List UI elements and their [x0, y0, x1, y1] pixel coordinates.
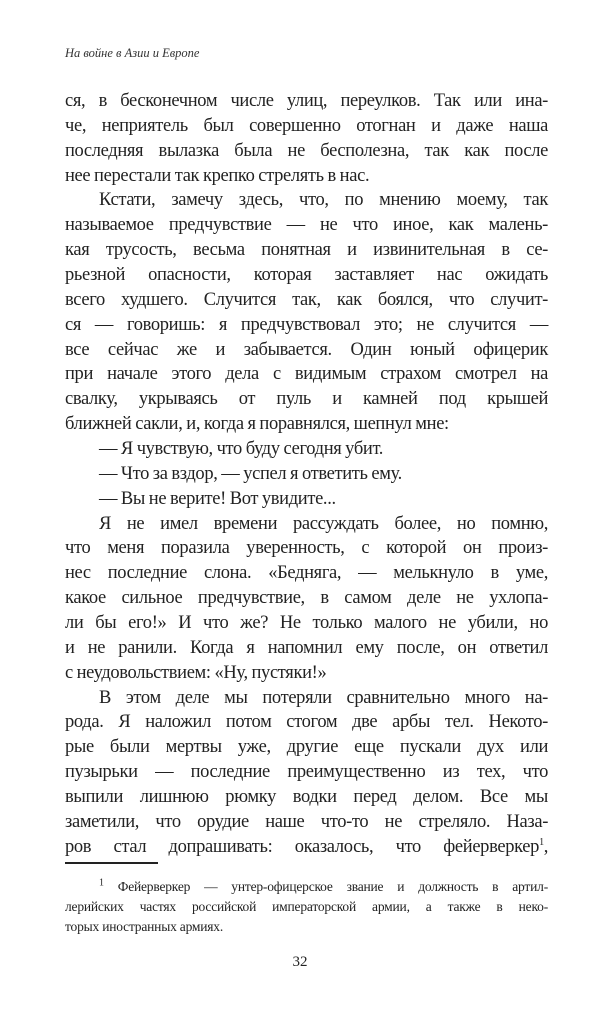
- line-text: нее перестали так крепко стрелять в нас.: [65, 165, 370, 186]
- line-text: всего худшего. Случится так, как боялся, что случит-: [65, 289, 548, 310]
- footnote-separator: [65, 862, 158, 864]
- text-line: [65, 188, 548, 213]
- footnote-line: лерийских частях российской императорской армии, а также в неко-: [65, 899, 548, 914]
- line-text: что меня поразила уверенность, с которой он произ-: [65, 538, 548, 559]
- text-line: [65, 412, 548, 437]
- text-line: [65, 313, 548, 338]
- footnote-marker: 1: [99, 877, 104, 889]
- footnote: [65, 877, 548, 937]
- text-line: [65, 437, 548, 462]
- footnote-line: торых иностранных армиях.: [65, 919, 224, 934]
- line-text: — Что за вздор, — успел я ответить ему.: [99, 463, 402, 484]
- text-line: [65, 288, 548, 313]
- line-text: какое сильное предчувствие, в самом деле не ухлопа-: [65, 588, 548, 609]
- line-text: свалку, укрываясь от пуль и камней под крышей: [65, 389, 548, 410]
- text-line: [65, 387, 548, 412]
- text-line: [65, 462, 548, 487]
- line-text: че, неприятель был совершенно отогнан и даже наша: [65, 115, 548, 136]
- text-line: [65, 238, 548, 263]
- line-text: выпили лишнюю рюмку водки перед делом. Все мы: [65, 787, 548, 808]
- line-text: кая трусость, весьма понятная и извинительная в се-: [65, 240, 548, 261]
- body-text: [65, 89, 548, 860]
- text-line: [65, 338, 548, 363]
- line-text: пузырьки — последние преимущественно из тех, что: [65, 762, 548, 783]
- text-line: [65, 835, 548, 860]
- line-text: ся — говоришь: я предчувствовал это; не случится —: [65, 314, 548, 335]
- line-text: рьезной опасности, которая заставляет нас ожидать: [65, 265, 548, 286]
- line-text: заметили, что орудие наше что-то не стреляло. Наза-: [65, 811, 548, 832]
- line-text: последняя вылазка была не бесполезна, так как после: [65, 140, 548, 161]
- text-line: [65, 263, 548, 288]
- text-line: [65, 686, 548, 711]
- text-line: [65, 785, 548, 810]
- text-line: [65, 487, 548, 512]
- text-line: [65, 661, 548, 686]
- line-text: при начале этого дела с видимым страхом смотрел на: [65, 364, 548, 385]
- line-text: ся, в бесконечном числе улиц, переулков. Так или ина-: [65, 91, 548, 111]
- line-tail: ,: [543, 836, 548, 857]
- line-text: рые были мертвы уже, другие еще пускали дух или: [65, 737, 548, 758]
- page-number: 32: [292, 954, 308, 970]
- line-text: с неудовольствием: «Ну, пустяки!»: [65, 662, 327, 683]
- footnote-reference[interactable]: 1: [539, 836, 544, 848]
- text-line: [65, 139, 548, 164]
- text-line: [65, 586, 548, 611]
- line-text: ближней сакли, и, когда я поравнялся, шепнул мне:: [65, 414, 449, 435]
- line-text: — Вы не верите! Вот увидите...: [99, 488, 336, 509]
- footnote-text: Фейерверкер — унтер-офицерское звание и должность в артил-: [117, 879, 548, 894]
- line-text: нес последние слона. «Бедняга, — мелькнуло в уме,: [65, 563, 548, 584]
- text-line: [65, 512, 548, 537]
- text-line: [65, 89, 548, 114]
- line-text: В этом деле мы потеряли сравнительно много на-: [99, 687, 548, 708]
- footnote-line: [65, 877, 548, 897]
- line-text: Кстати, замечу здесь, что, по мнению моему, так: [99, 190, 548, 211]
- text-line: [65, 760, 548, 785]
- text-line: [65, 735, 548, 760]
- text-line: [65, 362, 548, 387]
- line-text: и не ранили. Когда я напомнил ему после, он ответил: [65, 637, 548, 658]
- line-text: называемое предчувствие — не что иное, как малень-: [65, 215, 548, 236]
- text-line: [65, 561, 548, 586]
- text-line: [65, 611, 548, 636]
- line-text: — Я чувствую, что буду сегодня убит.: [99, 439, 384, 460]
- text-line: [65, 164, 548, 189]
- text-line: [65, 114, 548, 139]
- running-header: На войне в Азии и Европе: [65, 46, 200, 60]
- line-text: рода. Я наложил потом стогом две арбы тел. Некото-: [65, 712, 548, 733]
- text-line: [65, 213, 548, 238]
- line-text: Я не имел времени рассуждать более, но помню,: [99, 513, 548, 534]
- text-line: [65, 710, 548, 735]
- line-text: все сейчас же и забывается. Один юный офицерик: [65, 339, 548, 360]
- text-line: [65, 536, 548, 561]
- line-text: ров стал допрашивать: оказалось, что фейерверкер: [65, 836, 540, 857]
- line-text: ли бы его!» И что же? Не только малого не убили, но: [65, 613, 548, 634]
- text-line: [65, 636, 548, 661]
- text-line: [65, 810, 548, 835]
